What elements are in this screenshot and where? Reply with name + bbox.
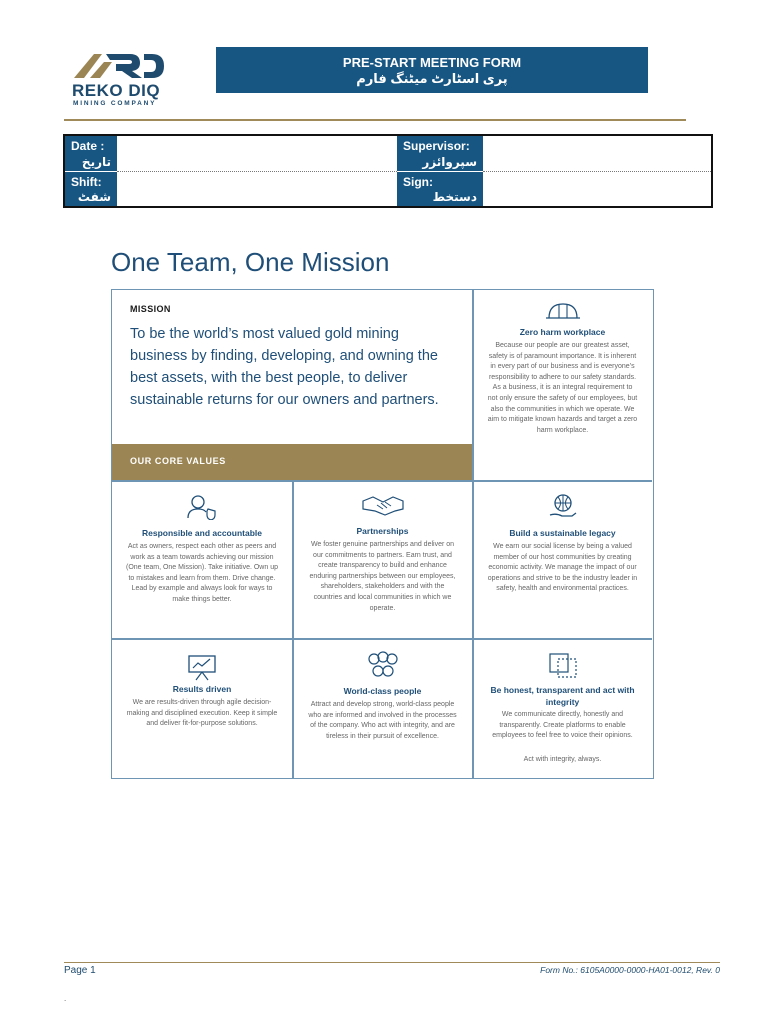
mission-label: MISSION (130, 304, 171, 314)
value-body: Act as owners, respect each other as peers and work as a team towards achieving our mission (One team, One Mission). Take initiative. Own up to mistakes and learn from them. Drive change. Lead by example and always look for ways to make things better. (126, 543, 278, 603)
form-title-urdu: پری اسٹارٹ میٹنگ فارم (356, 71, 508, 86)
value-card-honest-transparent (473, 639, 652, 778)
sign-label-urdu: دستخط (432, 190, 477, 204)
sign-label (397, 172, 483, 206)
footer-divider (64, 962, 720, 963)
value-body-closing: Act with integrity, always. (523, 756, 602, 763)
poster-title: One Team, One Mission (111, 247, 390, 277)
meeting-info-table (63, 134, 713, 208)
date-label-en: Date : (71, 139, 105, 153)
value-body: We communicate directly, honestly and transparently. Create platforms to enable employees to feel free to voice their opinions. (492, 711, 633, 740)
company-logo (70, 50, 170, 106)
form-number: Form No.: 6105A0000-0000-HA01-0012, Rev. 0 (540, 965, 720, 975)
hard-hat-icon (545, 300, 581, 322)
sign-label-en: Sign: (403, 175, 433, 189)
value-title: Build a sustainable legacy (509, 528, 616, 538)
mission-statement: To be the world’s most valued gold mining business by finding, developing, and owning the best assets, with the best people, to deliver sustainable returns for our owners and partners. (130, 326, 439, 408)
value-card-zero-harm (473, 290, 652, 480)
value-card-world-class-people (293, 639, 472, 778)
chart-presentation-icon (186, 653, 218, 681)
logo-subtitle: MINING COMPANY (73, 100, 157, 107)
shift-label-urdu: شفٹ (77, 190, 111, 204)
supervisor-field[interactable] (483, 136, 711, 171)
person-shield-icon (186, 494, 218, 520)
value-card-partnerships (293, 481, 472, 638)
date-label (65, 136, 117, 171)
value-body: We earn our social license by being a valued member of our host communities by creating economic activity. We manage the impact of our operations and strive to be the industry leader in safety, health and environmental practices. (487, 543, 638, 593)
shift-field[interactable] (117, 172, 397, 206)
date-field[interactable] (117, 136, 397, 171)
supervisor-label-urdu: سپروائزر (422, 155, 477, 169)
values-poster (111, 289, 654, 779)
footer-dot: . (64, 994, 67, 1003)
globe-hand-icon (548, 493, 578, 521)
header-divider (64, 119, 686, 121)
value-title: Be honest, transparent and act with integrity (490, 685, 635, 707)
value-title: Partnerships (356, 526, 409, 536)
core-values-label: OUR CORE VALUES (130, 456, 226, 466)
shift-label (65, 172, 117, 206)
supervisor-label-en: Supervisor: (403, 139, 470, 153)
supervisor-label (397, 136, 483, 171)
form-title: PRE-START MEETING FORM (342, 55, 522, 70)
transparent-squares-icon (547, 651, 579, 679)
row-divider (117, 171, 397, 172)
value-card-results-driven (112, 639, 292, 778)
value-title: World-class people (343, 686, 422, 696)
people-group-icon (364, 651, 402, 681)
handshake-icon (361, 493, 405, 517)
value-card-responsible (112, 481, 292, 638)
shift-label-en: Shift: (71, 175, 102, 189)
page-number: Page 1 (64, 965, 96, 976)
value-body: Because our people are our greatest asset, safety is of paramount importance. It is inherent in every part of our business and is everyone’s responsibility to adhere to our safety standards. As a business, it is an integral requirement to not only ensure the safety of our employees, but also the communities in which we operate. We aim to mitigate known hazards and target a zero harm workplace. (487, 342, 638, 434)
core-values-bar (112, 444, 472, 480)
value-title: Results driven (172, 684, 232, 694)
sign-field[interactable] (483, 172, 711, 206)
value-title: Zero harm workplace (519, 327, 606, 337)
form-title-banner (216, 47, 648, 93)
date-label-urdu: تاریخ (81, 155, 111, 169)
value-body: Attract and develop strong, world-class people who are informed and involved in the processes of the company. Who act with integrity, and are tireless in their pursuit of excellence. (308, 701, 457, 740)
row-divider (483, 171, 711, 172)
logo-name: REKO DIQ (72, 81, 161, 100)
value-body: We are results-driven through agile decision-making and disciplined execution. Keep it simple and deliver fit-for-purpose solutions. (126, 699, 278, 728)
logo-mark-icon (72, 50, 164, 80)
value-title: Responsible and accountable (142, 528, 262, 538)
value-card-sustainable-legacy (473, 481, 652, 638)
value-body: We foster genuine partnerships and deliver on our commitments to partners. Earn trust, and create transparency to build and enhance enduring partnerships between our employees, shareholders, stakeholders and with the countries and local communities in which we operate. (309, 541, 456, 612)
